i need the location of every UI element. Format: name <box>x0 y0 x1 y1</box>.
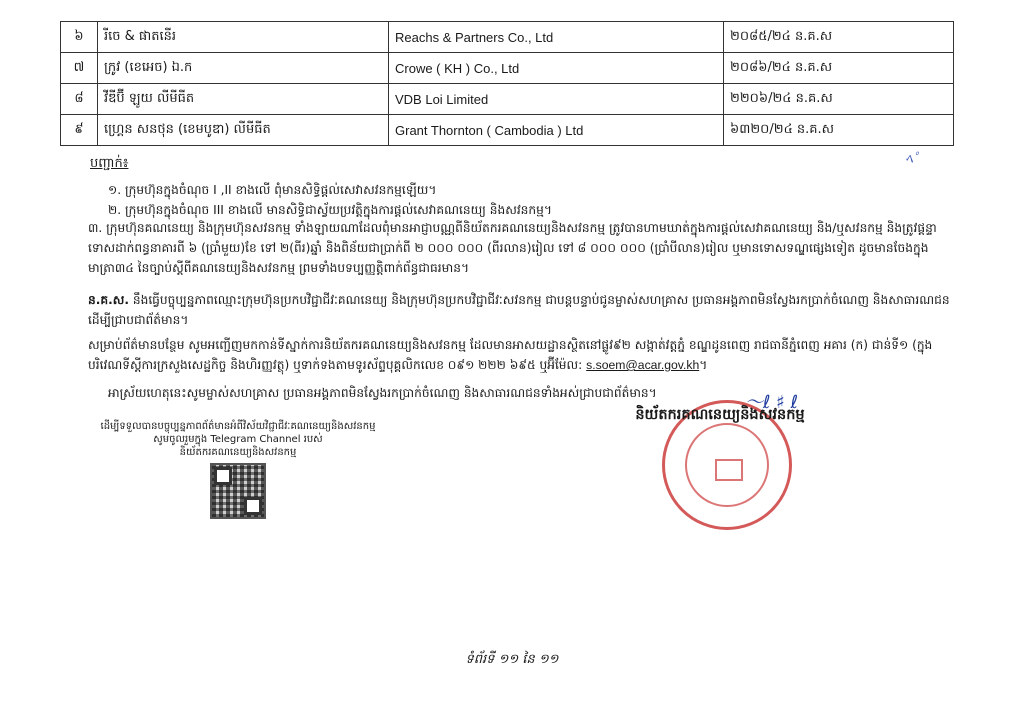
contact-text: សម្រាប់ព័ត៌មានបន្ថែម សូមអញ្ជើញមកកាន់ទីស្នាក់ការនិយ័តករគណនេយ្យនិងសវនកម្ម ដែលមានអាសយដ្ឋានស្ថិតនៅផ្លូវ៩២ សង្កាត់វត្តភ្នំ ខណ្ឌដូនពេញ រាជធានីភ្នំពេញ អគារ (ក) ជាន់ទី១ (ក្នុងបរិវេណទីស្តីការក្រសួងសេដ្ឋកិច្ច និងហិរញ្ញវត្ថុ) ឬទាក់ទងតាមទូរស័ព្ទបុគ្គលិកលេខ ០៩១ ២២២ ៦៩៥ ឬអ៊ីម៉ែល: <box>88 338 933 372</box>
table-row <box>61 115 954 146</box>
handwritten-signature-icon: 〜ℓ ♯ ℓ <box>745 392 799 413</box>
row-number: ៦ <box>61 22 98 53</box>
table-row <box>61 22 954 53</box>
acar-abbreviation: ន.គ.ស. <box>88 293 129 307</box>
contact-end: ។ <box>699 358 708 372</box>
notes-heading: បញ្ជាក់៖ <box>90 156 129 171</box>
firm-name-english: VDB Loi Limited <box>389 84 724 115</box>
acar-update-text: នឹងធ្វើបច្ចុប្បន្នភាពឈ្មោះក្រុមហ៊ុនប្រកបវិជ្ជាជីវៈគណនេយ្យ និងក្រុមហ៊ុនប្រកបវិជ្ជាជីវៈសវនកម្ម ជាបន្តបន្ទាប់ជូនម្ចាស់សហគ្រាស ប្រធានអង្គភាពមិនស្វែងរកប្រាក់ចំណេញ និងសាធារណជន ដើម្បីជ្រាបជាព័ត៌មាន។ <box>88 293 950 327</box>
closing-paragraph: អាស្រ័យហេតុនេះសូមម្ចាស់សហគ្រាស ប្រធានអង្គភាពមិនស្វែងរកប្រាក់ចំណេញ និងសាធារណជនទាំងអស់ជ្រាបជាព័ត៌មាន។ <box>108 386 657 400</box>
license-number: ២២០៦/២៤ ន.គ.ស <box>724 84 954 115</box>
handwritten-initial-icon: ﾍﾟ <box>905 150 921 168</box>
row-number: ៧ <box>61 53 98 84</box>
firm-name-khmer: រីចេ & ផាតនើរ <box>98 22 389 53</box>
stamp-inner-ring <box>685 423 769 507</box>
firm-name-khmer: ហ្គ្រេន សនថុន (ខេមបូឌា) លីមីធីត <box>98 115 389 146</box>
telegram-caption <box>88 420 388 459</box>
license-number: ២០៨៥/២៤ ន.គ.ស <box>724 22 954 53</box>
firm-name-english: Reachs & Partners Co., Ltd <box>389 22 724 53</box>
firm-name-english: Crowe ( KH ) Co., Ltd <box>389 53 724 84</box>
firm-name-khmer: ក្រូវ (ខេអេច) ឯ.ក <box>98 53 389 84</box>
stamp-emblem-icon <box>715 459 743 481</box>
firm-name-english: Grant Thornton ( Cambodia ) Ltd <box>389 115 724 146</box>
licensed-firms-table <box>60 21 954 146</box>
email-link[interactable]: s.soem@acar.gov.kh <box>586 358 700 372</box>
license-number: ២០៨៦/២៤ ន.គ.ស <box>724 53 954 84</box>
telegram-caption-line2: សូមចូលរួមក្នុង Telegram Channel របស់ <box>153 434 323 445</box>
qr-code-icon[interactable] <box>210 463 266 519</box>
acar-update-paragraph <box>88 290 958 330</box>
contact-paragraph <box>88 335 958 375</box>
table-row <box>61 53 954 84</box>
telegram-caption-line1: ដើម្បីទទួលបានបច្ចុប្បន្នភាពព័ត៌មានអំពីវិស័យវិជ្ជាជីវៈគណនេយ្យនិងសវនកម្ម <box>100 421 376 432</box>
page-number: ទំព័រទី ១១ នៃ ១១ <box>465 652 559 667</box>
signing-organization: និយ័តករគណនេយ្យនិងសវនកម្ម <box>635 407 805 423</box>
table-row <box>61 84 954 115</box>
note-item-2: ២. ក្រុមហ៊ុនក្នុងចំណុច III ខាងលើ មានសិទ្ធិជាស្វ័យប្រវត្តិក្នុងការផ្តល់សេវាគណនេយ្យ និងសវនកម្ម។ <box>108 203 552 217</box>
row-number: ៩ <box>61 115 98 146</box>
license-number: ៦៣២០/២៤ ន.គ.ស <box>724 115 954 146</box>
firm-name-khmer: វីឌីប៊ី ឡូយ លីមីធីត <box>98 84 389 115</box>
note-item-3: ៣. ក្រុមហ៊ុនគណនេយ្យ និងក្រុមហ៊ុនសវនកម្ម ទាំងឡាយណាដែលពុំមានអាជ្ញាបណ្ណពីនិយ័តករគណនេយ្យនិងសវនកម្ម ត្រូវបានហាមឃាត់ក្នុងការផ្តល់សេវាគណនេយ្យ និង/ឬសវនកម្ម និងត្រូវផ្តន្ទាទោសដាក់ពន្ធនាគារពី ៦ (ប្រាំមួយ)ខែ ទៅ ២(ពីរ)ឆ្នាំ និងពិន័យជាប្រាក់ពី ២ ០០០ ០០០ (ពីរលាន)រៀល ទៅ ៨ ០០០ ០០០ (ប្រាំបីលាន)រៀល ឬមានទោសទណ្ឌផ្សេងទៀត ដូចមានចែងក្នុងមាត្រា៣៤ នៃច្បាប់ស្តីពីគណនេយ្យនិងសវនកម្ម ព្រមទាំងបទប្បញ្ញត្តិពាក់ព័ន្ធជាធរមាន។ <box>88 221 937 275</box>
telegram-caption-line3: និយ័តករគណនេយ្យនិងសវនកម្ម <box>179 447 297 458</box>
row-number: ៨ <box>61 84 98 115</box>
note-item-1: ១. ក្រុមហ៊ុនក្នុងចំណុច I ,II ខាងលើ ពុំមានសិទ្ធិផ្តល់សេវាសវនកម្មឡើយ។ <box>108 183 437 197</box>
